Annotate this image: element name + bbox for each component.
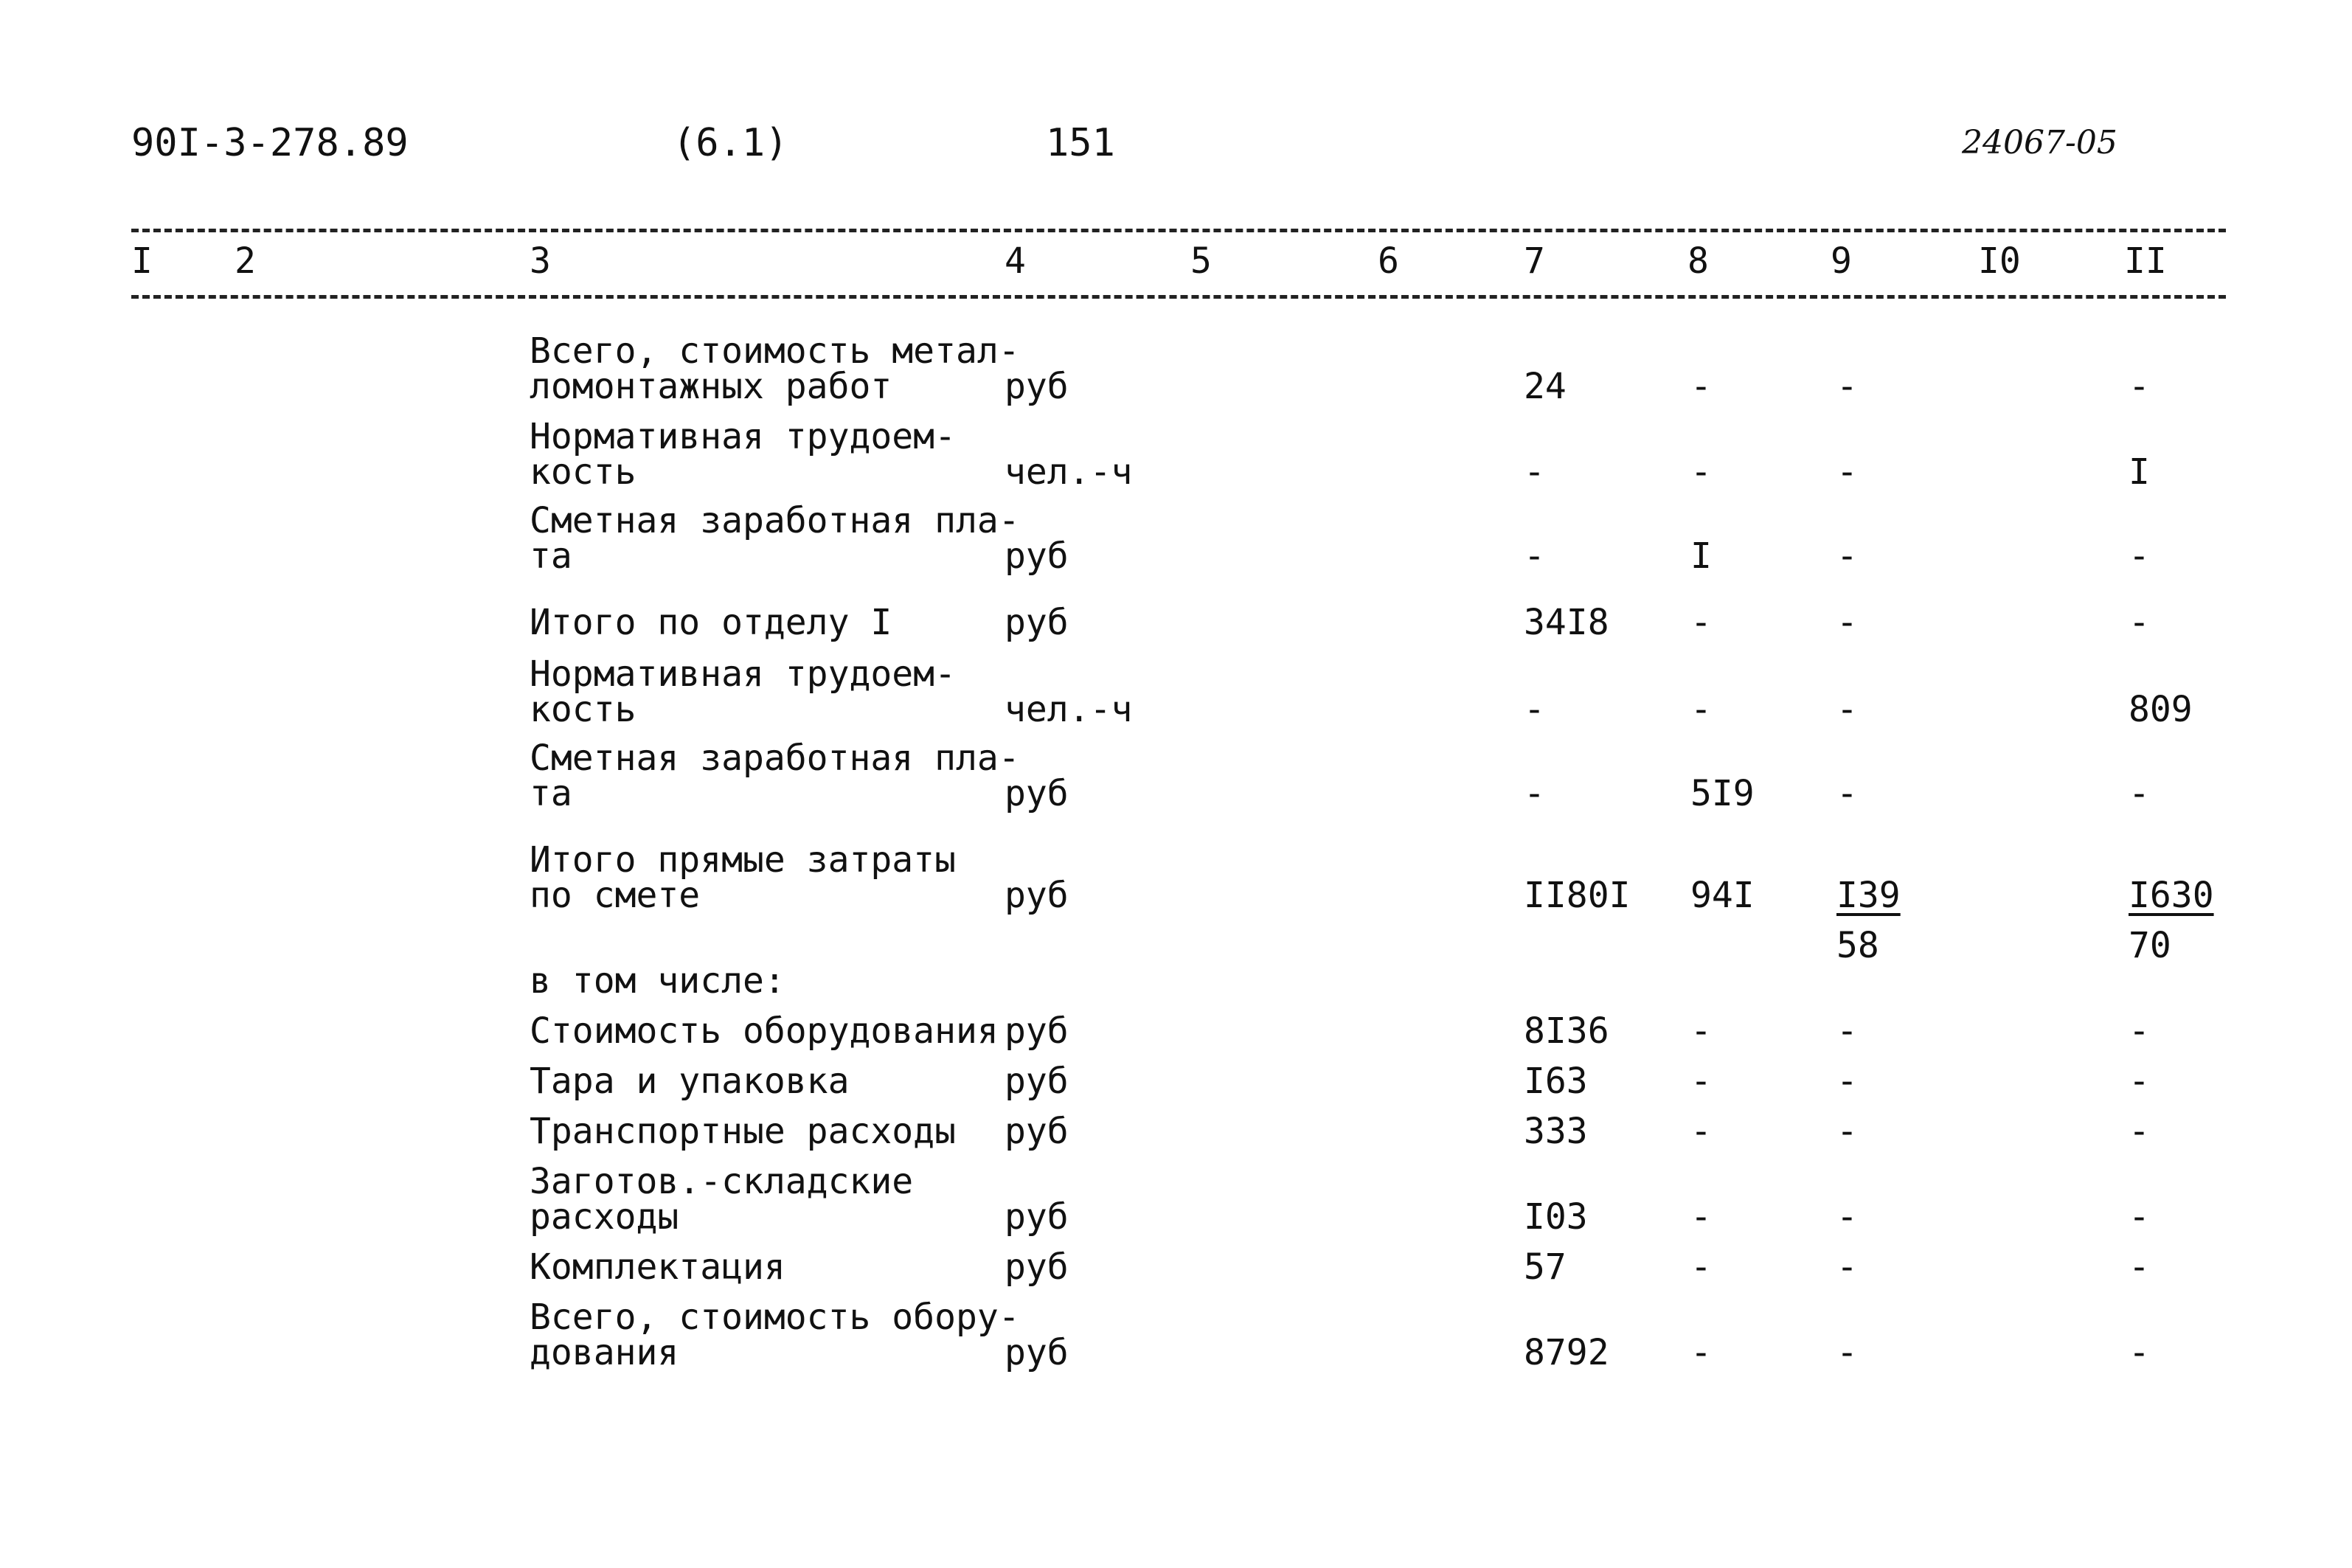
cell-col11: -: [2129, 1061, 2150, 1102]
row-unit: руб: [1005, 602, 1069, 643]
row-unit: руб: [1005, 1332, 1069, 1373]
row-description: Транспортные расходы: [530, 1111, 956, 1152]
cell-col11: -: [2129, 1010, 2150, 1052]
cell-col11-sub: 70: [2129, 925, 2171, 966]
row-description: Всего, стоимость метал- ломонтажных работ: [530, 330, 1020, 407]
cell-col7: -: [1524, 689, 1545, 730]
cell-col7: 24: [1524, 366, 1567, 407]
cell-col11: -: [2129, 1111, 2150, 1152]
row-description: Итого прямые затраты по смете: [530, 839, 956, 916]
row-description: Нормативная трудоем- кость: [530, 416, 956, 493]
cell-col7: -: [1524, 535, 1545, 577]
cell-col9: -: [1836, 535, 1858, 577]
cell-col11: -: [2129, 773, 2150, 814]
cell-col8: -: [1690, 451, 1712, 493]
cell-col11: -: [2129, 535, 2150, 577]
inventory-number: 24067-05: [1962, 124, 2117, 162]
page-number: 151: [1046, 121, 1115, 165]
row-description: Тара и упаковка: [530, 1061, 850, 1102]
cell-col8: I: [1690, 535, 1712, 577]
column-number: 2: [235, 240, 256, 282]
row-subheading: в том числе:: [530, 960, 785, 1002]
cell-col9: -: [1836, 1196, 1858, 1238]
document-code: 90I-3-278.89: [131, 121, 409, 165]
row-description: Комплектация: [530, 1246, 785, 1288]
cell-col8: 94I: [1690, 875, 1755, 916]
column-number: 4: [1005, 240, 1026, 282]
row-description: Нормативная трудоем- кость: [530, 653, 956, 730]
cell-col11: I: [2129, 451, 2150, 493]
column-number: II: [2124, 240, 2167, 282]
column-number: 3: [530, 240, 551, 282]
cell-col9: -: [1836, 1111, 1858, 1152]
cell-col8: 5I9: [1690, 773, 1755, 814]
column-number: 7: [1524, 240, 1545, 282]
cell-col8: -: [1690, 1111, 1712, 1152]
column-number: I: [131, 240, 153, 282]
column-number: 5: [1190, 240, 1212, 282]
section-number: (6.1): [673, 121, 788, 165]
cell-col11: 809: [2129, 689, 2193, 730]
cell-col8: -: [1690, 602, 1712, 643]
cell-col11: -: [2129, 1196, 2150, 1238]
row-unit: руб: [1005, 535, 1069, 577]
cell-col9: I39: [1836, 875, 1901, 916]
cell-col11: -: [2129, 366, 2150, 407]
cell-col8: -: [1690, 1332, 1712, 1373]
cell-col7: I03: [1524, 1196, 1588, 1238]
row-description: Сметная заработная пла- та: [530, 738, 1020, 814]
row-unit: чел.-ч: [1005, 689, 1133, 730]
column-number: 9: [1831, 240, 1852, 282]
cell-col8: -: [1690, 1010, 1712, 1052]
cell-col11: -: [2129, 1246, 2150, 1288]
cell-col7: 57: [1524, 1246, 1567, 1288]
cell-col9: -: [1836, 451, 1858, 493]
header-rule-bottom: [131, 295, 2226, 299]
cell-col9: -: [1836, 1010, 1858, 1052]
row-unit: руб: [1005, 1061, 1069, 1102]
row-unit: руб: [1005, 1246, 1069, 1288]
row-description: Всего, стоимость обору- дования: [530, 1297, 1020, 1373]
cell-col7: II80I: [1524, 875, 1631, 916]
column-number: 8: [1687, 240, 1709, 282]
cell-col9-sub: 58: [1836, 925, 1879, 966]
cell-col7: 333: [1524, 1111, 1588, 1152]
cell-col9: -: [1836, 602, 1858, 643]
row-unit: руб: [1005, 773, 1069, 814]
row-unit: руб: [1005, 1010, 1069, 1052]
cell-col7: 8I36: [1524, 1010, 1609, 1052]
row-unit: руб: [1005, 1196, 1069, 1238]
cell-col9: -: [1836, 366, 1858, 407]
cell-col8: -: [1690, 366, 1712, 407]
column-number: 6: [1378, 240, 1399, 282]
cell-col8: -: [1690, 1196, 1712, 1238]
cell-col11: -: [2129, 1332, 2150, 1373]
row-description: Сметная заработная пла- та: [530, 500, 1020, 577]
cell-col7: 34I8: [1524, 602, 1609, 643]
row-unit: руб: [1005, 1111, 1069, 1152]
row-unit: руб: [1005, 875, 1069, 916]
cell-col11: -: [2129, 602, 2150, 643]
cell-col9: -: [1836, 1061, 1858, 1102]
row-unit: чел.-ч: [1005, 451, 1133, 493]
cell-col8: -: [1690, 1061, 1712, 1102]
cell-col7: -: [1524, 451, 1545, 493]
row-description: Итого по отделу I: [530, 602, 892, 643]
cell-col8: -: [1690, 1246, 1712, 1288]
cell-col9: -: [1836, 773, 1858, 814]
cell-col11: I630: [2129, 875, 2214, 916]
row-unit: руб: [1005, 366, 1069, 407]
cell-col7: 8792: [1524, 1332, 1609, 1373]
cell-col9: -: [1836, 1332, 1858, 1373]
cell-col9: -: [1836, 689, 1858, 730]
cell-col8: -: [1690, 689, 1712, 730]
cell-col7: I63: [1524, 1061, 1588, 1102]
cell-col7: -: [1524, 773, 1545, 814]
column-number: I0: [1978, 240, 2021, 282]
row-description: Стоимость оборудования: [530, 1010, 999, 1052]
row-description: Заготов.-складские расходы: [530, 1161, 914, 1238]
cell-col9: -: [1836, 1246, 1858, 1288]
header-rule-top: [131, 229, 2226, 232]
